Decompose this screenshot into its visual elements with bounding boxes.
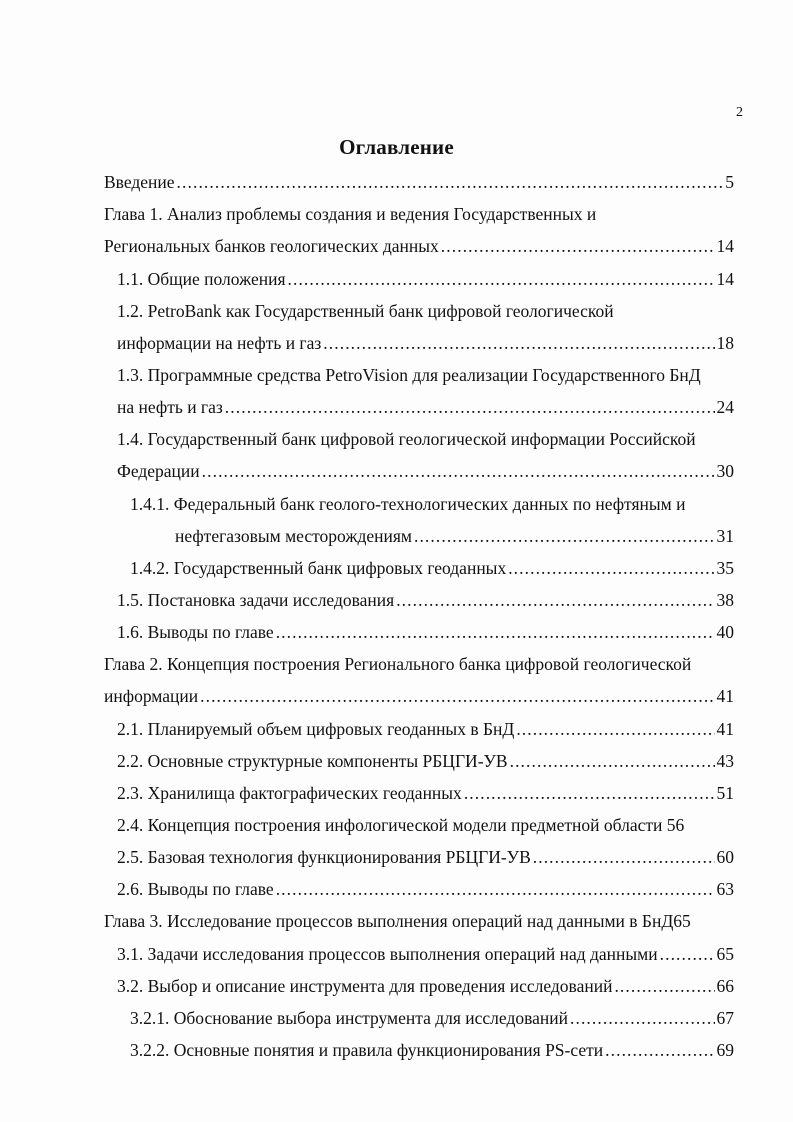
toc-entry[interactable] — [117, 781, 734, 805]
toc-leader-dots — [288, 267, 715, 291]
toc-entry-page: 67 — [716, 1008, 734, 1028]
toc-entry-text: 1.4. Государственный банк цифровой геологической информации Российской — [117, 429, 696, 449]
toc-entry-page: 41 — [716, 719, 734, 739]
toc-entry[interactable] — [117, 363, 701, 387]
toc-entry[interactable] — [117, 427, 696, 451]
toc-entry[interactable] — [117, 588, 734, 612]
toc-leader-dots — [614, 974, 714, 998]
toc-entry[interactable] — [104, 202, 596, 226]
toc-entry-page: 38 — [716, 590, 734, 610]
toc-entry-text: 2.1. Планируемый объем цифровых геоданных в БнД — [117, 719, 515, 739]
toc-entry[interactable] — [130, 1006, 734, 1030]
toc-entry[interactable] — [130, 492, 685, 516]
toc-leader-dots — [414, 524, 715, 548]
toc-entry-text: 1.4.1. Федеральный банк геолого-технологических данных по нефтяным и — [130, 494, 686, 514]
toc-leader-dots — [276, 620, 715, 644]
toc-entry[interactable] — [117, 974, 734, 998]
toc-leader-dots — [464, 781, 715, 805]
toc-leader-dots — [200, 684, 714, 708]
toc-entry-page: 51 — [716, 783, 734, 803]
toc-leader-dots — [516, 717, 714, 741]
toc-entry-page: 18 — [716, 333, 734, 353]
toc-entry-text: Глава 3. Исследование процессов выполнения операций над данными в БнД65 — [104, 911, 691, 931]
toc-entry[interactable] — [117, 845, 734, 869]
toc-entry-text: 2.2. Основные структурные компоненты РБЦГИ-УВ — [117, 751, 508, 771]
toc-entry-text: 1.5. Постановка задачи исследования — [117, 590, 395, 610]
toc-entry[interactable] — [117, 877, 734, 901]
toc-entry[interactable] — [117, 942, 734, 966]
toc-entry-text: Глава 2. Концепция построения Регионального банка цифровой геологической — [104, 654, 692, 674]
toc-entry-page: 60 — [716, 847, 734, 867]
toc-entry-page: 5 — [725, 172, 734, 192]
toc-leader-dots — [202, 459, 715, 483]
toc-entry[interactable] — [104, 909, 691, 933]
toc-entry-text: Федерации — [117, 461, 200, 481]
toc-entry-text: Глава 1. Анализ проблемы создания и ведения Государственных и — [104, 204, 597, 224]
toc-entry-page: 14 — [716, 236, 734, 256]
toc-entry[interactable] — [104, 170, 734, 194]
page-number: 2 — [736, 105, 743, 120]
toc-entry-text: информации — [104, 686, 199, 706]
toc-entry-page: 66 — [716, 976, 734, 996]
toc-entry-page: 63 — [716, 879, 734, 899]
toc-entry-text: 3.1. Задачи исследования процессов выполнения операций над данными — [117, 944, 658, 964]
toc-entry-text: 3.2.1. Обоснование выбора инструмента для исследований — [130, 1008, 568, 1028]
toc-entry-text: 1.3. Программные средства PetroVision для реализации Государственного БнД — [117, 365, 701, 385]
toc-leader-dots — [508, 556, 714, 580]
toc-entry-text: 1.2. PetroBank как Государственный банк цифровой геологической — [117, 301, 614, 321]
toc-leader-dots — [396, 588, 714, 612]
toc-entry-text: 1.4.2. Государственный банк цифровых геоданных — [130, 558, 507, 578]
toc-leader-dots — [660, 942, 715, 966]
toc-entry-text: Региональных банков геологических данных — [104, 236, 439, 256]
toc-entry-page: 24 — [716, 397, 734, 417]
toc-entry[interactable] — [104, 684, 734, 708]
toc-entry-text: 2.4. Концепция построения инфологической модели предметной области 56 — [117, 815, 685, 835]
toc-entry-page: 41 — [716, 686, 734, 706]
toc-entry[interactable] — [104, 234, 734, 258]
toc-entry-page: 35 — [716, 558, 734, 578]
toc-entry-text: 2.6. Выводы по главе — [117, 879, 274, 899]
toc-entry-page: 69 — [716, 1040, 734, 1060]
toc-leader-dots — [177, 170, 724, 194]
toc-entry[interactable] — [117, 395, 734, 419]
toc-entry-text: на нефть и газ — [117, 397, 223, 417]
toc-entry[interactable] — [130, 556, 734, 580]
toc-entry-page: 31 — [716, 526, 734, 546]
toc-entry[interactable] — [117, 331, 734, 355]
toc-entry[interactable] — [117, 813, 684, 837]
toc-leader-dots — [276, 877, 715, 901]
toc-entry-text: Введение — [104, 172, 175, 192]
toc-entry-text: 1.1. Общие положения — [117, 269, 286, 289]
toc-entry[interactable] — [175, 524, 734, 548]
toc-leader-dots — [605, 1038, 714, 1062]
toc-entry-text: 2.3. Хранилища фактографических геоданных — [117, 783, 462, 803]
toc-entry-page: 14 — [716, 269, 734, 289]
toc-entry-text: 1.6. Выводы по главе — [117, 622, 274, 642]
toc-entry-page: 65 — [716, 944, 734, 964]
toc-entry[interactable] — [117, 620, 734, 644]
toc-title: Оглавление — [339, 135, 454, 159]
toc-entry[interactable] — [117, 459, 734, 483]
toc-entry[interactable] — [117, 267, 734, 291]
toc-entry-text: информации на нефть и газ — [117, 333, 322, 353]
toc-entry-text: 3.2. Выбор и описание инструмента для проведения исследований — [117, 976, 613, 996]
toc-leader-dots — [441, 234, 715, 258]
toc-entry[interactable] — [104, 652, 691, 676]
toc-entry-page: 40 — [716, 622, 734, 642]
toc-entry-text: 2.5. Базовая технология функционирования РБЦГИ-УВ — [117, 847, 531, 867]
toc-entry[interactable] — [117, 717, 734, 741]
toc-entry[interactable] — [117, 299, 614, 323]
toc-entry[interactable] — [117, 749, 734, 773]
toc-entry-page: 43 — [716, 751, 734, 771]
toc-entry-text: 3.2.2. Основные понятия и правила функционирования PS-сети — [130, 1040, 604, 1060]
toc-entry-page: 30 — [716, 461, 734, 481]
toc-leader-dots — [323, 331, 714, 355]
toc-leader-dots — [510, 749, 715, 773]
toc-leader-dots — [533, 845, 715, 869]
toc-leader-dots — [225, 395, 715, 419]
toc-entry[interactable] — [130, 1038, 734, 1062]
toc-leader-dots — [570, 1006, 715, 1030]
toc-entry-text: нефтегазовым месторождениям — [175, 526, 412, 546]
